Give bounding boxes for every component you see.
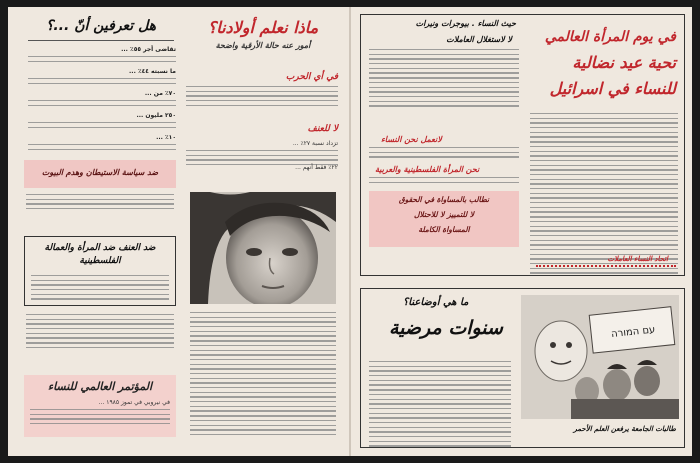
q-item-2: ما نسبته ٤٤٪ ... (129, 68, 176, 75)
child-photo (190, 192, 336, 304)
q-title: هل تعرفين أنّ ...؟ (45, 18, 157, 34)
situation-box (360, 288, 685, 448)
children-sub-2: في أي الحرب (285, 72, 338, 82)
children-body-1: تزداد نسبة ٢٧٪ ... (292, 140, 338, 147)
students-photo (521, 295, 679, 419)
q-item-5: ١٠٪ ... (156, 134, 176, 141)
womens-day-box (360, 14, 685, 276)
q-item-4: ٢٥٠ مليون ... (136, 112, 176, 119)
q-item-3: ٧٠٪ من ... (144, 90, 176, 97)
violence-title: ضد العنف ضد المرأة والعمالة الفلسطينية (44, 243, 156, 266)
settlement-band (24, 160, 176, 188)
child-photo-image (190, 192, 336, 304)
top-footer: اتحاد النساء العاملات (607, 255, 668, 263)
demands-band (369, 191, 519, 247)
children-sub-3: لا للعنف (307, 124, 338, 134)
top-small-head-2: لا لاستغلال العاملات (446, 35, 512, 44)
conference-text: في نيروبي في تموز ١٩٨٥ ... (98, 399, 170, 406)
children-article (184, 16, 342, 436)
students-photo-image (521, 295, 679, 419)
conference-band (24, 375, 176, 437)
womens-day-title-1: في يوم المرأة العالمي (544, 29, 676, 45)
page-fold (349, 7, 351, 456)
top-sub-left: لانعمل نحن النساء (381, 135, 442, 144)
settlement-band-text: ضد سياسة الاستيطان وهدم البيوت (41, 168, 159, 177)
demands-band-1: نطالب بالمساواة في الحقوق (398, 195, 490, 204)
top-small-head-1: حيث النساء . بيوجرات ونيرات (415, 19, 516, 28)
demands-band-2: لا للتمييز لا للاحتلال (413, 210, 474, 219)
top-sub-right: نحن المرأة الفلسطينية والعربية (375, 165, 480, 174)
situation-headline-1: ما هي أوضاعنا؟ (403, 297, 469, 308)
children-title: ماذا نعلم أولادنا؟ (207, 18, 319, 37)
children-body-2: ٢٢٪ فقط أنهم ... (295, 164, 338, 171)
settlement-text (26, 194, 174, 213)
conference-title: المؤتمر العالمي للنساء (47, 380, 153, 393)
womens-day-title-2: تحية عيد نضالية (572, 53, 676, 72)
students-caption: طالبات الجامعة يرفعن العلم الأحمر (573, 425, 676, 433)
womens-day-title-3: للنساء في اسرائيل (549, 79, 676, 98)
violence-text (26, 314, 174, 352)
sign-text: עם המורה (610, 324, 656, 341)
children-sub-1: أمور عنه حالة الأرقية واضحة (215, 41, 311, 50)
decorative-border (536, 265, 676, 271)
situation-headline-2: سنوات مرضية (389, 317, 503, 339)
left-col-top-box (22, 16, 180, 156)
q-item-1: تقاضى أجر ٥٥٪ ... (121, 46, 176, 53)
violence-box (24, 236, 176, 306)
demands-band-3: المساواة الكاملة (418, 225, 470, 234)
